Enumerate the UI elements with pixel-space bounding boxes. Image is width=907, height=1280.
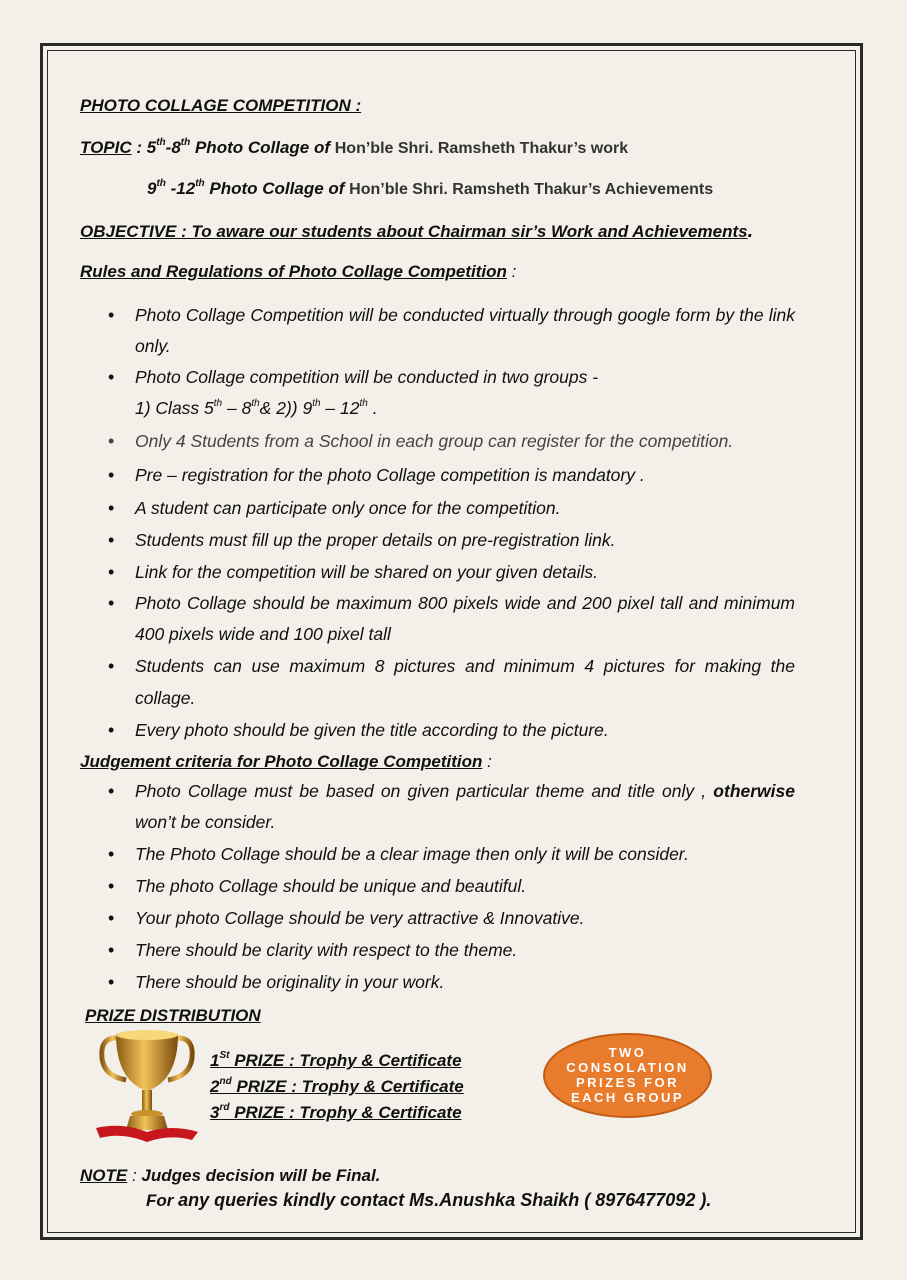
judge-heading-text: Judgement criteria for Photo Collage Competition	[80, 752, 483, 771]
prize-1-sup: St	[219, 1050, 230, 1062]
prize-3-text: PRIZE : Trophy & Certificate	[229, 1103, 462, 1122]
rules-heading	[80, 262, 516, 282]
note-line-1	[80, 1166, 380, 1186]
note-text-2-bold: any queries kindly contact Ms.Anushka Shaikh ( 8976477092 ).	[178, 1190, 712, 1210]
note-text-1: Judges decision will be Final.	[141, 1166, 381, 1185]
consolation-line-2: CONSOLATION	[566, 1060, 689, 1075]
rule-2-e: .	[367, 398, 378, 418]
consolation-line-3: PRIZES FOR	[575, 1075, 679, 1090]
topic-g1-sup-a: th	[156, 137, 166, 149]
list-item: • Every photo should be given the title according to the picture.	[100, 714, 795, 746]
list-item: • Students must fill up the proper details on pre-registration link.	[100, 524, 795, 556]
list-item: • Photo Collage Competition will be conducted virtually through google form by the link only.	[100, 300, 795, 362]
page-title: PHOTO COLLAGE COMPETITION :	[80, 96, 362, 115]
topic-g2-sup-b: th	[195, 178, 205, 190]
list-item: • Link for the competition will be shared on your given details.	[100, 556, 795, 588]
prize-3	[210, 1103, 462, 1123]
rule-2-sup-3: th	[312, 398, 321, 410]
list-item: • The photo Collage should be unique and beautiful.	[100, 870, 795, 902]
prize-3-num: 3	[210, 1103, 220, 1122]
topic-g2-a: 9	[147, 179, 157, 198]
prize-heading: PRIZE DISTRIBUTION	[85, 1006, 261, 1025]
consolation-line-4: EACH GROUP	[570, 1090, 685, 1105]
list-item: • Students can use maximum 8 pictures and minimum 4 pictures for making the collage.	[100, 650, 795, 714]
objective	[80, 220, 753, 243]
rule-2-a: 1) Class 5	[135, 398, 214, 418]
topic-g1-b: -8	[165, 138, 181, 157]
list-item: • Photo Collage should be maximum 800 pixels wide and 200 pixel tall and minimum 400 pixels wide and 100 pixel tall	[100, 588, 795, 650]
topic-g1-sup-b: th	[180, 137, 191, 149]
objective-end: .	[747, 220, 754, 242]
rule-2-c: & 2)) 9	[259, 398, 313, 418]
judge-1-b: won’t be consider.	[135, 812, 276, 832]
judge-heading-suffix: :	[482, 752, 492, 771]
prize-2	[210, 1077, 464, 1097]
topic-g2-subject: Hon’ble Shri. Ramsheth Thakur’s Achievements	[349, 181, 714, 198]
list-item: • A student can participate only once for the competition.	[100, 492, 795, 524]
topic-g2-text: Photo Collage of	[204, 179, 350, 198]
topic-g1-subject: Hon’ble Shri. Ramsheth Thakur’s work	[334, 140, 629, 157]
topic-g1-text: Photo Collage of	[190, 138, 335, 157]
judge-list	[100, 776, 795, 998]
topic-g2-sup-a: th	[156, 178, 166, 190]
prize-2-text: PRIZE : Trophy & Certificate	[231, 1077, 464, 1096]
rule-2-sup-2: th	[251, 398, 260, 410]
judge-1-a: Photo Collage must be based on given particular theme and title only ,	[135, 781, 714, 801]
note-text-2-plain: For	[146, 1191, 179, 1210]
list-item: • The Photo Collage should be a clear image then only it will be consider.	[100, 838, 795, 870]
prize-1-num: 1	[210, 1051, 220, 1070]
topic-line-1	[80, 138, 628, 158]
list-item: • There should be originality in your work.	[100, 966, 795, 998]
prize-1	[210, 1051, 462, 1071]
rule-2-sup-4: th	[359, 398, 368, 410]
topic-g1-a: 5	[146, 138, 157, 157]
judge-1-bold: otherwise	[713, 781, 795, 801]
rule-2-b: – 8	[222, 398, 252, 418]
list-item	[100, 362, 795, 424]
prize-3-sup: rd	[219, 1102, 230, 1114]
prize-2-num: 2	[210, 1077, 220, 1096]
rule-2-line-1: Photo Collage competition will be conducted in two groups -	[135, 367, 599, 387]
note-sep: :	[127, 1166, 142, 1185]
rule-2-sup-1: th	[213, 398, 223, 410]
list-item: • Pre – registration for the photo Collage competition is mandatory .	[100, 459, 795, 492]
list-item: • Only 4 Students from a School in each group can register for the competition.	[100, 424, 795, 459]
trophy-icon	[92, 1028, 202, 1153]
prize-2-sup: nd	[219, 1076, 232, 1088]
topic-label: TOPIC	[80, 138, 132, 157]
consolation-line-1: TWO	[608, 1045, 647, 1060]
note-label: NOTE	[80, 1166, 128, 1185]
consolation-badge	[543, 1033, 712, 1118]
topic-sep: :	[131, 138, 147, 157]
rules-heading-text: Rules and Regulations of Photo Collage Competition	[80, 262, 507, 281]
rules-list	[100, 300, 795, 746]
list-item: • Your photo Collage should be very attractive & Innovative.	[100, 902, 795, 934]
rules-heading-suffix: :	[506, 262, 517, 281]
list-item: • There should be clarity with respect to the theme.	[100, 934, 795, 966]
objective-text: OBJECTIVE : To aware our students about Chairman sir’s Work and Achievements	[80, 222, 748, 241]
rule-2-d: – 12	[320, 398, 360, 418]
prize-1-text: PRIZE : Trophy & Certificate	[229, 1051, 462, 1070]
topic-line-2	[147, 179, 713, 199]
list-item	[100, 776, 795, 838]
judge-heading	[80, 752, 492, 772]
topic-g2-b: -12	[165, 179, 196, 198]
note-line-2	[146, 1190, 711, 1211]
